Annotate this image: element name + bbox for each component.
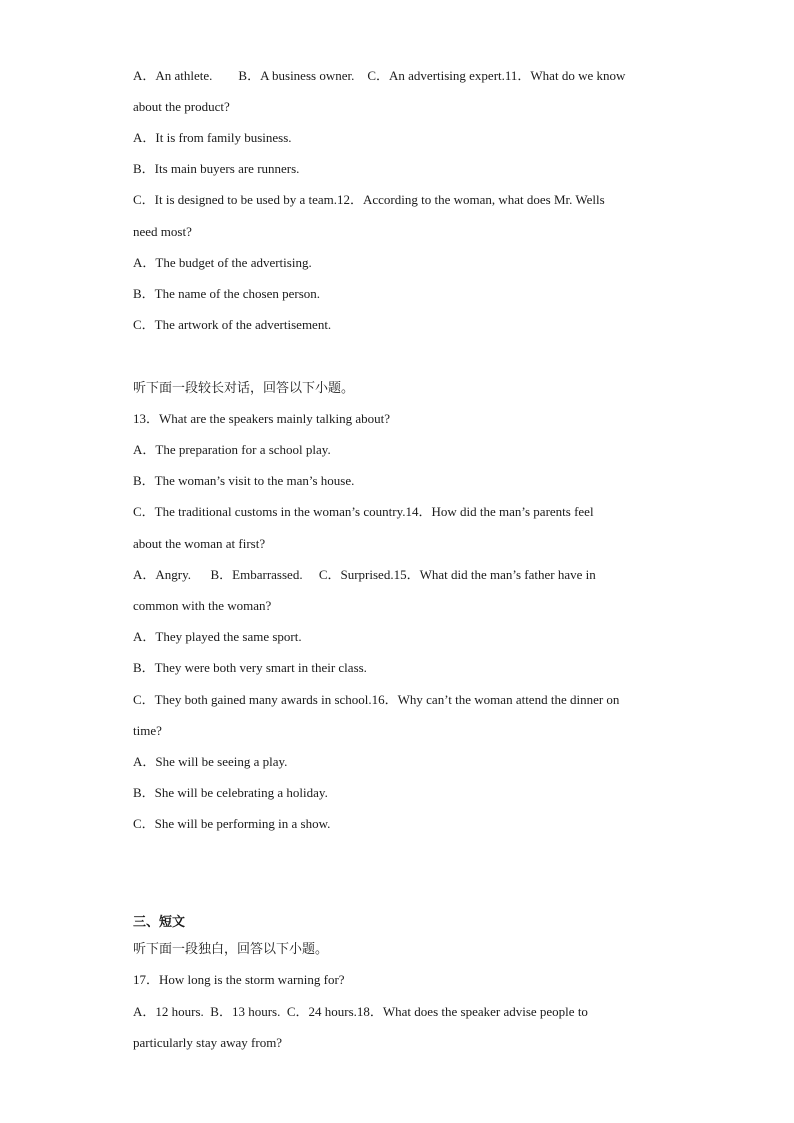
q14-options-q15: A．Angry. B．Embarrassed. C．Surprised.15．What did the man’s father have in [133, 567, 596, 582]
q16-question-cont: time? [133, 723, 162, 738]
q14-question-cont: about the woman at first? [133, 536, 266, 551]
q17-question: 17．How long is the storm warning for? [133, 972, 345, 987]
q11-option-c-q12: C．It is designed to be used by a team.12．According to the woman, what does Mr. Wells [133, 192, 605, 207]
q11-option-a: A．It is from family business. [133, 130, 292, 145]
q15-option-b: B．They were both very smart in their class. [133, 660, 367, 675]
section-heading-short-passage: 三、短文 [133, 914, 186, 929]
section-instruction-monologue: 听下面一段独白，回答以下小题。 [133, 941, 329, 956]
q18-question-cont: particularly stay away from? [133, 1035, 283, 1050]
q16-option-c: C．She will be performing in a show. [133, 816, 331, 831]
q16-option-b: B．She will be celebrating a holiday. [133, 785, 328, 800]
q11-question-cont: about the product? [133, 99, 230, 114]
q15-question-cont: common with the woman? [133, 598, 272, 613]
q12-question-cont: need most? [133, 224, 192, 239]
q15-option-c-q16: C．They both gained many awards in school.16．Why can’t the woman attend the dinner on [133, 692, 620, 707]
q12-option-c: C．The artwork of the advertisement. [133, 317, 332, 332]
section-instruction-long-dialogue: 听下面一段较长对话，回答以下小题。 [133, 380, 355, 395]
q13-option-c-q14: C．The traditional customs in the woman’s country.14．How did the man’s parents feel [133, 504, 594, 519]
q12-option-a: A．The budget of the advertising. [133, 255, 312, 270]
q16-option-a: A．She will be seeing a play. [133, 754, 288, 769]
q13-option-b: B．The woman’s visit to the man’s house. [133, 473, 355, 488]
q13-option-a: A．The preparation for a school play. [133, 442, 331, 457]
q10-options: A．An athlete. B．A business owner. C．An advertising expert.11．What do we know [133, 68, 626, 83]
q12-option-b: B．The name of the chosen person. [133, 286, 321, 301]
q15-option-a: A．They played the same sport. [133, 629, 302, 644]
q11-option-b: B．Its main buyers are runners. [133, 161, 300, 176]
q17-options-q18: A．12 hours. B．13 hours. C．24 hours.18．What does the speaker advise people to [133, 1004, 588, 1019]
q13-question: 13．What are the speakers mainly talking about? [133, 411, 391, 426]
